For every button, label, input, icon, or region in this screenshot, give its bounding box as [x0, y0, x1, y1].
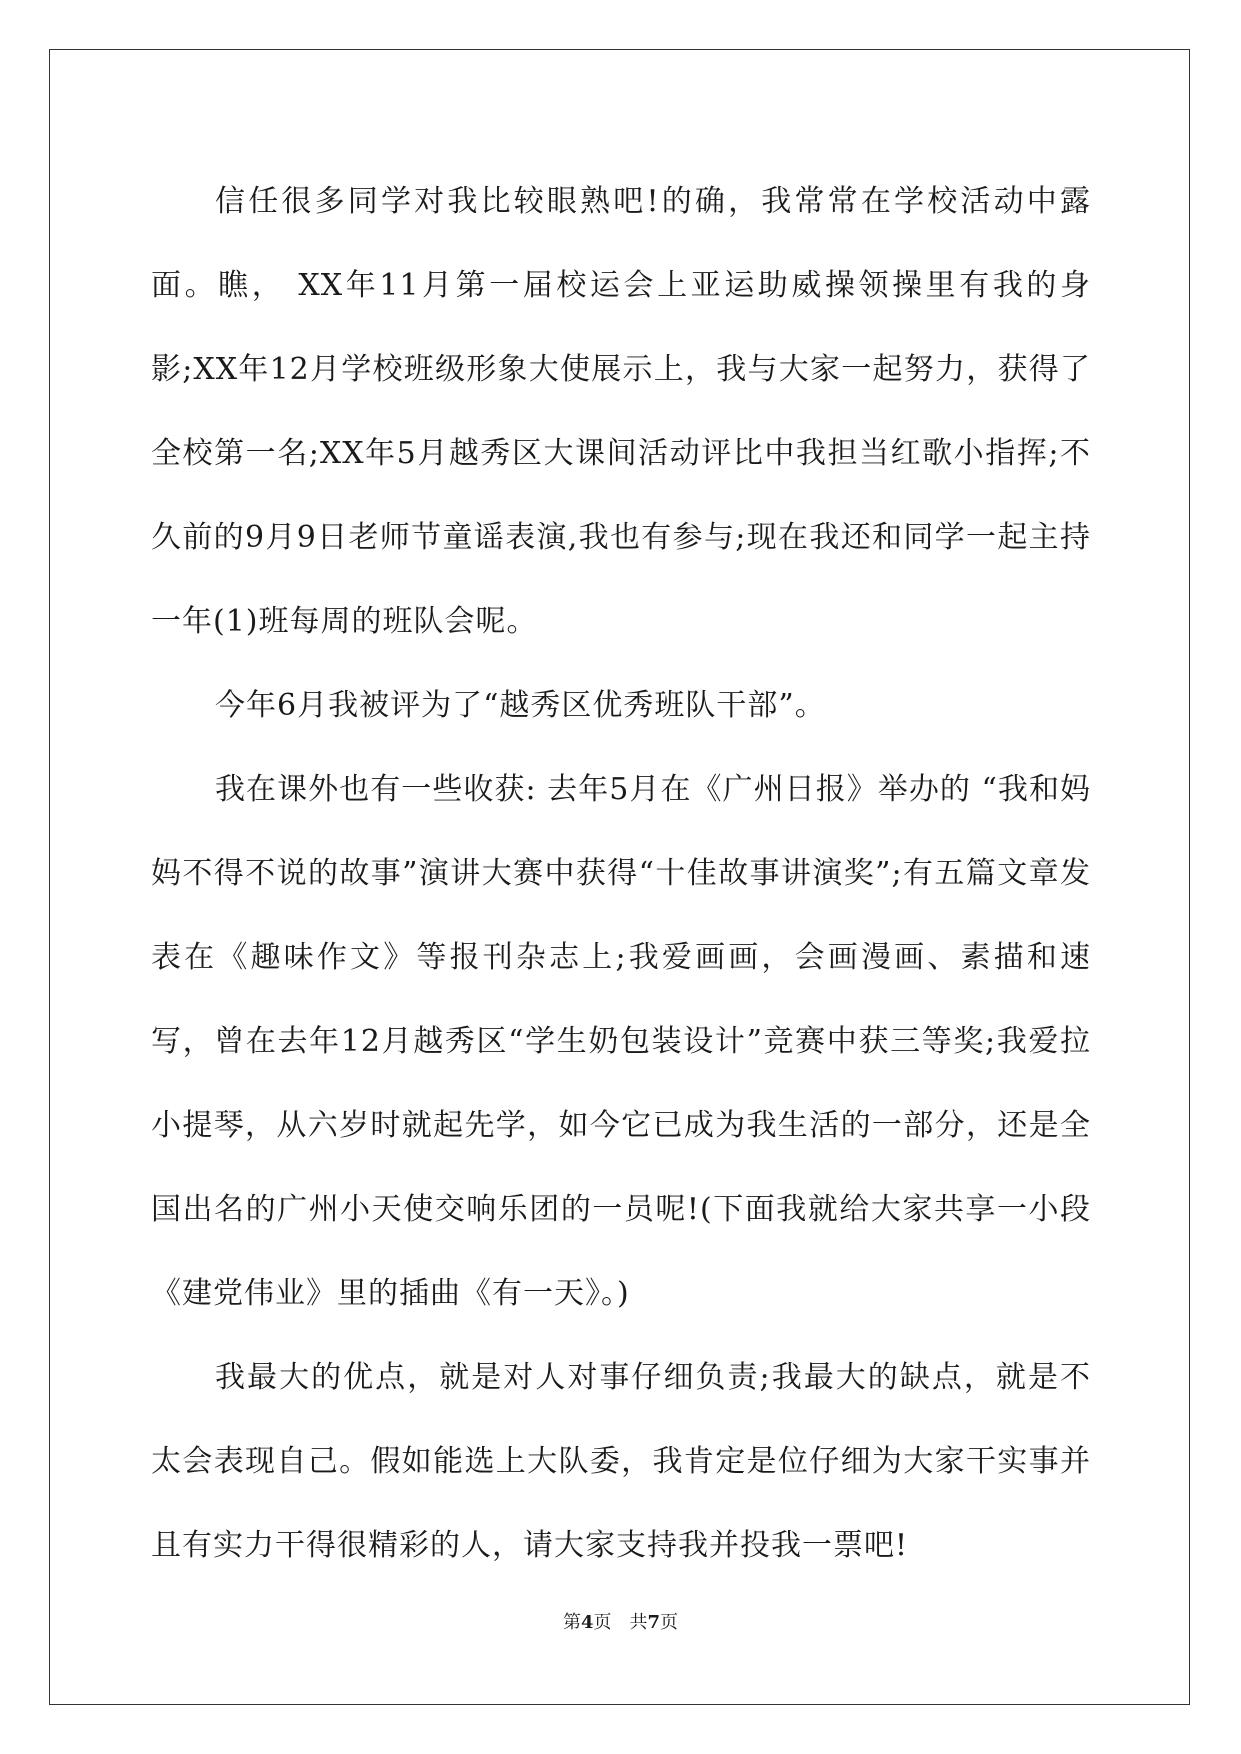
page-number-prefix: 第	[562, 1612, 581, 1633]
document-body	[151, 160, 1091, 1588]
page-total-prefix: 共	[629, 1612, 648, 1633]
paragraph-honor: 今年6月我被评为了“越秀区优秀班队干部”。	[215, 688, 826, 723]
paragraph-closing: 我最大的优点，就是对人对事仔细负责;我最大的缺点，就是不太会表现自己。假如能选上大队委，我肯定是位仔细为大家干实事并且有实力干得很精彩的人，请大家支持我并投我一票吧!	[151, 1360, 1091, 1563]
page-footer	[0, 1608, 1241, 1634]
paragraph-extracurricular: 我在课外也有一些收获: 去年5月在《广州日报》举办的 “我和妈妈不得不说的故事”演讲大赛中获得“十佳故事讲演奖”;有五篇文章发表在《趣味作文》等报刊杂志上;我爱画画，会画漫画、素描和速写，曾在去年12月越秀区“学生奶包装设计”竞赛中获三等奖;我爱拉小提琴，从六岁时就起先学，如今它已成为我生活的一部分，还是全国出名的广州小天使交响乐团的一员呢!(下面我就给大家共享一小段《建党伟业》里的插曲《有一天》。)	[151, 772, 1091, 1311]
page-number-total: 7	[647, 1612, 661, 1633]
paragraph-activities: 信任很多同学对我比较眼熟吧!的确，我常常在学校活动中露面。瞧， XX年11月第一届校运会上亚运助威操领操里有我的身影;XX年12月学校班级形象大使展示上，我与大家一起努力，获得了全校第一名;XX年5月越秀区大课间活动评比中我担当红歌小指挥;不久前的9月9日老师节童谣表演,我也有参与;现在我还和同学一起主持一年(1)班每周的班队会呢。	[151, 184, 1091, 639]
page-number-suffix: 页	[593, 1612, 612, 1633]
page-number-current: 4	[580, 1612, 594, 1633]
page-total-suffix: 页	[660, 1612, 679, 1633]
